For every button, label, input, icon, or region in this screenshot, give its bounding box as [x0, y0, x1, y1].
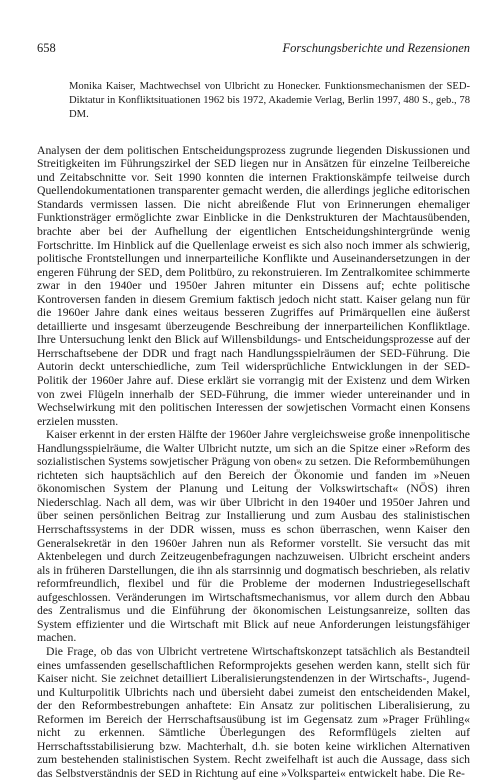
review-body — [37, 144, 470, 780]
paragraph: Die Frage, ob das von Ulbricht vertretene Wirtschaftskonzept tatsächlich als Bestandteil eines umfassenden gesellschaftlichen Reformprojekts gesehen werden kann, stellt sich für Kaiser nicht. Sie zeichnet detailliert Liberalisierungstendenzen in der Wirtschafts-, Jugend- und Kulturpolitik Ulbrichts nach und übersieht dabei zumeist den entscheidenden Makel, der den Reformbestrebungen anhaftete: Ein Ansatz zur politischen Liberalisierung, zu Reformen im Bereich der Herrschaftsausübung ist im Gegensatz zum »Prager Frühling« nicht zu erkennen. Sämtliche Überlegungen des Reformflügels zielten auf Herrschaftsstabilisierung bzw. Machterhalt, d.h. sie boten keine wirklichen Alternativen zum bestehenden stalinistischen System. Recht zweifelhaft ist auch die Aussage, dass sich das Selbstverständnis der SED in Richtung auf eine »Volkspartei« entwickelt habe. Die Re- — [37, 644, 470, 780]
section-title: Forschungsberichte und Rezensionen — [282, 41, 470, 55]
paragraph: Kaiser erkennt in der ersten Hälfte der 1960er Jahre vergleichsweise große innenpolitische Handlungsspielräume, die Walter Ulbricht nutzte, um sich an die Spitze einer »Reform des sozialistischen Systems sowjetischer Prägung von oben« zu setzen. Die Reformbemühungen richteten sich hauptsächlich auf den Bereich der Ökonomie und fanden im »Neuen ökonomischen System der Planung und Leitung der Volkswirtschaft« (NÖS) ihren Niederschlag. Nach all dem, was wir über Ulbricht in den 1940er und 1950er Jahren und über seinen persönlichen Beitrag zur Installierung und zum Ausbau des stalinistischen Herrschaftssystems in der DDR wissen, muss es schon überraschen, wenn Kaiser den Generalsekretär in den 1960er Jahren nun als Reformer vorstellt. Sie versucht das mit Aktenbelegen und durch Zeitzeugenbefragungen nachzuweisen. Ulbricht erscheint anders als in früheren Darstellungen, die ihn als starrsinnig und dogmatisch beschrieben, als relativ reformfreundlich, flexibel und für die Probleme der modernen Industriegesellschaft aufgeschlossen. Veränderungen im Wirtschaftsmechanismus, vor allem durch den Abbau des Zentralismus und die Einführung der ökonomischen Leistungsanreize, sollten das System effizienter und die Wirtschaft mit Blick auf neue Anforderungen leistungsfähiger machen. — [37, 428, 470, 645]
running-head — [37, 40, 470, 56]
page-number: 658 — [37, 41, 56, 55]
paragraph: Analysen der dem politischen Entscheidungsprozess zugrunde liegenden Diskussionen und Streitigkeiten im Führungszirkel der SED liegen nur in Ansätzen für einzelne Teilbereiche und Zeitabschnitte vor. Seit 1990 konnten die internen Fraktionskämpfe teilweise durch Quellendokumentationen transparenter gemacht werden, die allerdings jegliche editorischen Standards vermissen lassen. Die nicht abreißende Flut von Erinnerungen ehemaliger Funktionsträger ermöglichte zwar Einblicke in die Denkstrukturen der Machtausübenden, brachte aber bei der Aufhellung der eigentlichen Entscheidungshintergründe wenig Fortschritte. Im Hinblick auf die Quellenlage erweist es sich also noch immer als schwierig, politische Frontstellungen und innerparteiliche Konflikte und Auseinandersetzungen in der engeren Führung der SED, dem Politbüro, zu rekonstruieren. Im Zentralkomitee schimmerte zwar in den 1940er und 1950er Jahren mitunter ein Dissens auf; echte politische Kontroversen fanden in diesem Gremium faktisch jedoch nicht statt. Kaiser gelang nun für die 1960er Jahre dank eines weitaus besseren Zugriffes auf Primärquellen eine äußerst detaillierte und insgesamt überzeugende Beschreibung der innerparteilichen Konfliktlage. Ihre Untersuchung lenkt den Blick auf Willensbildungs- und Entscheidungsprozesse auf der Herrschaftsebene der DDR und fragt nach Handlungsspielräumen der SED-Führung. Die Autorin deckt unterschiedliche, zum Teil widersprüchliche Entwicklungen in der SED-Politik der 1960er Jahre auf. Diese erklärt sie vorrangig mit der Existenz und dem Wirken von zwei Flügeln innerhalb der SED-Führung, die immer wieder untereinander und in Wechselwirkung mit den politischen Interessen der sowjetischen Vormacht einen Konsens erzielen mussten. — [37, 143, 470, 428]
page — [37, 40, 470, 780]
book-reference: Monika Kaiser, Machtwechsel von Ulbricht zu Honecker. Funktionsmechanismen der SED-Diktatur in Konfliktsituationen 1962 bis 1972, Akademie Verlag, Berlin 1997, 480 S., geb., 78 DM. — [69, 81, 470, 120]
